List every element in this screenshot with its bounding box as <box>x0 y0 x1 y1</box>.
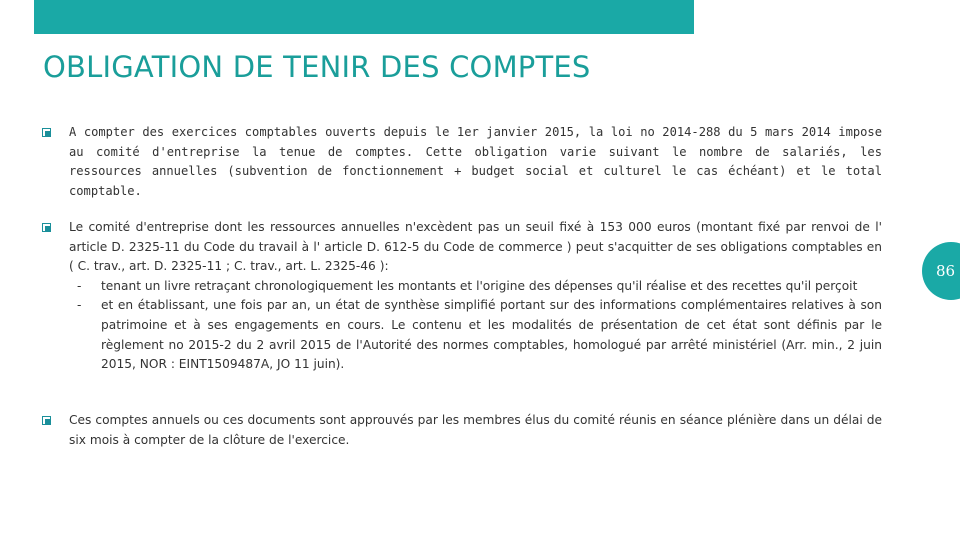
dash-bullet: - <box>77 298 82 313</box>
dash-bullet: - <box>77 278 82 293</box>
sub-item-1 <box>77 277 882 297</box>
bullet-text-3: Ces comptes annuels ou ces documents sont approuvés par les membres élus du comité réunis en séance plénière dans un délai de six mois à compter de la clôture de l'exercice. <box>69 413 882 447</box>
bullet-item-3 <box>42 411 882 450</box>
page-number-badge <box>922 242 960 300</box>
sub-item-2 <box>77 296 882 374</box>
sub-item-text: et en établissant, une fois par an, un état de synthèse simplifié portant sur des informations complémentaires relatives à son patrimoine et à ses engagements en cours. Le contenu et les modalités de présentation de cet état sont définis par le règlement no 2015-2 du 2 avril 2015 de l'Autorité des normes comptables, homologué par arrêté ministériel (Arr. min., 2 juin 2015, NOR : EINT1509487A, JO 11 juin). <box>101 298 882 372</box>
header-accent-bar <box>34 0 694 34</box>
square-bullet-icon <box>42 416 51 425</box>
bullet-item-2 <box>42 218 882 375</box>
bullet-text-1: A compter des exercices comptables ouverts depuis le 1er janvier 2015, la loi no 2014-288 du 5 mars 2014 impose au comité d'entreprise la tenue de comptes. Cette obligation varie suivant le nombre de salariés, les ressources annuelles (subvention de fonctionnement + budget social et culturel le cas échéant) et le total comptable. <box>69 125 882 198</box>
page-number: 86 <box>936 262 956 280</box>
bullet-text-2: Le comité d'entreprise dont les ressources annuelles n'excèdent pas un seuil fixé à 153 000 euros (montant fixé par renvoi de l' article D. 2325-11 du Code du travail à l' article D. 612-5 du Code de commerce ) peut s'acquitter de ses obligations comptables en ( C. trav., art. D. 2325-11 ; C. trav., art. L. 2325-46 ): <box>69 220 882 274</box>
square-bullet-icon <box>42 223 51 232</box>
square-bullet-icon <box>42 128 51 137</box>
sub-item-text: tenant un livre retraçant chronologiquement les montants et l'origine des dépenses qu'il réalise et des recettes qu'il perçoit <box>101 278 858 293</box>
bullet-item-1 <box>42 123 882 201</box>
slide-title: OBLIGATION DE TENIR DES COMPTES <box>43 50 591 84</box>
